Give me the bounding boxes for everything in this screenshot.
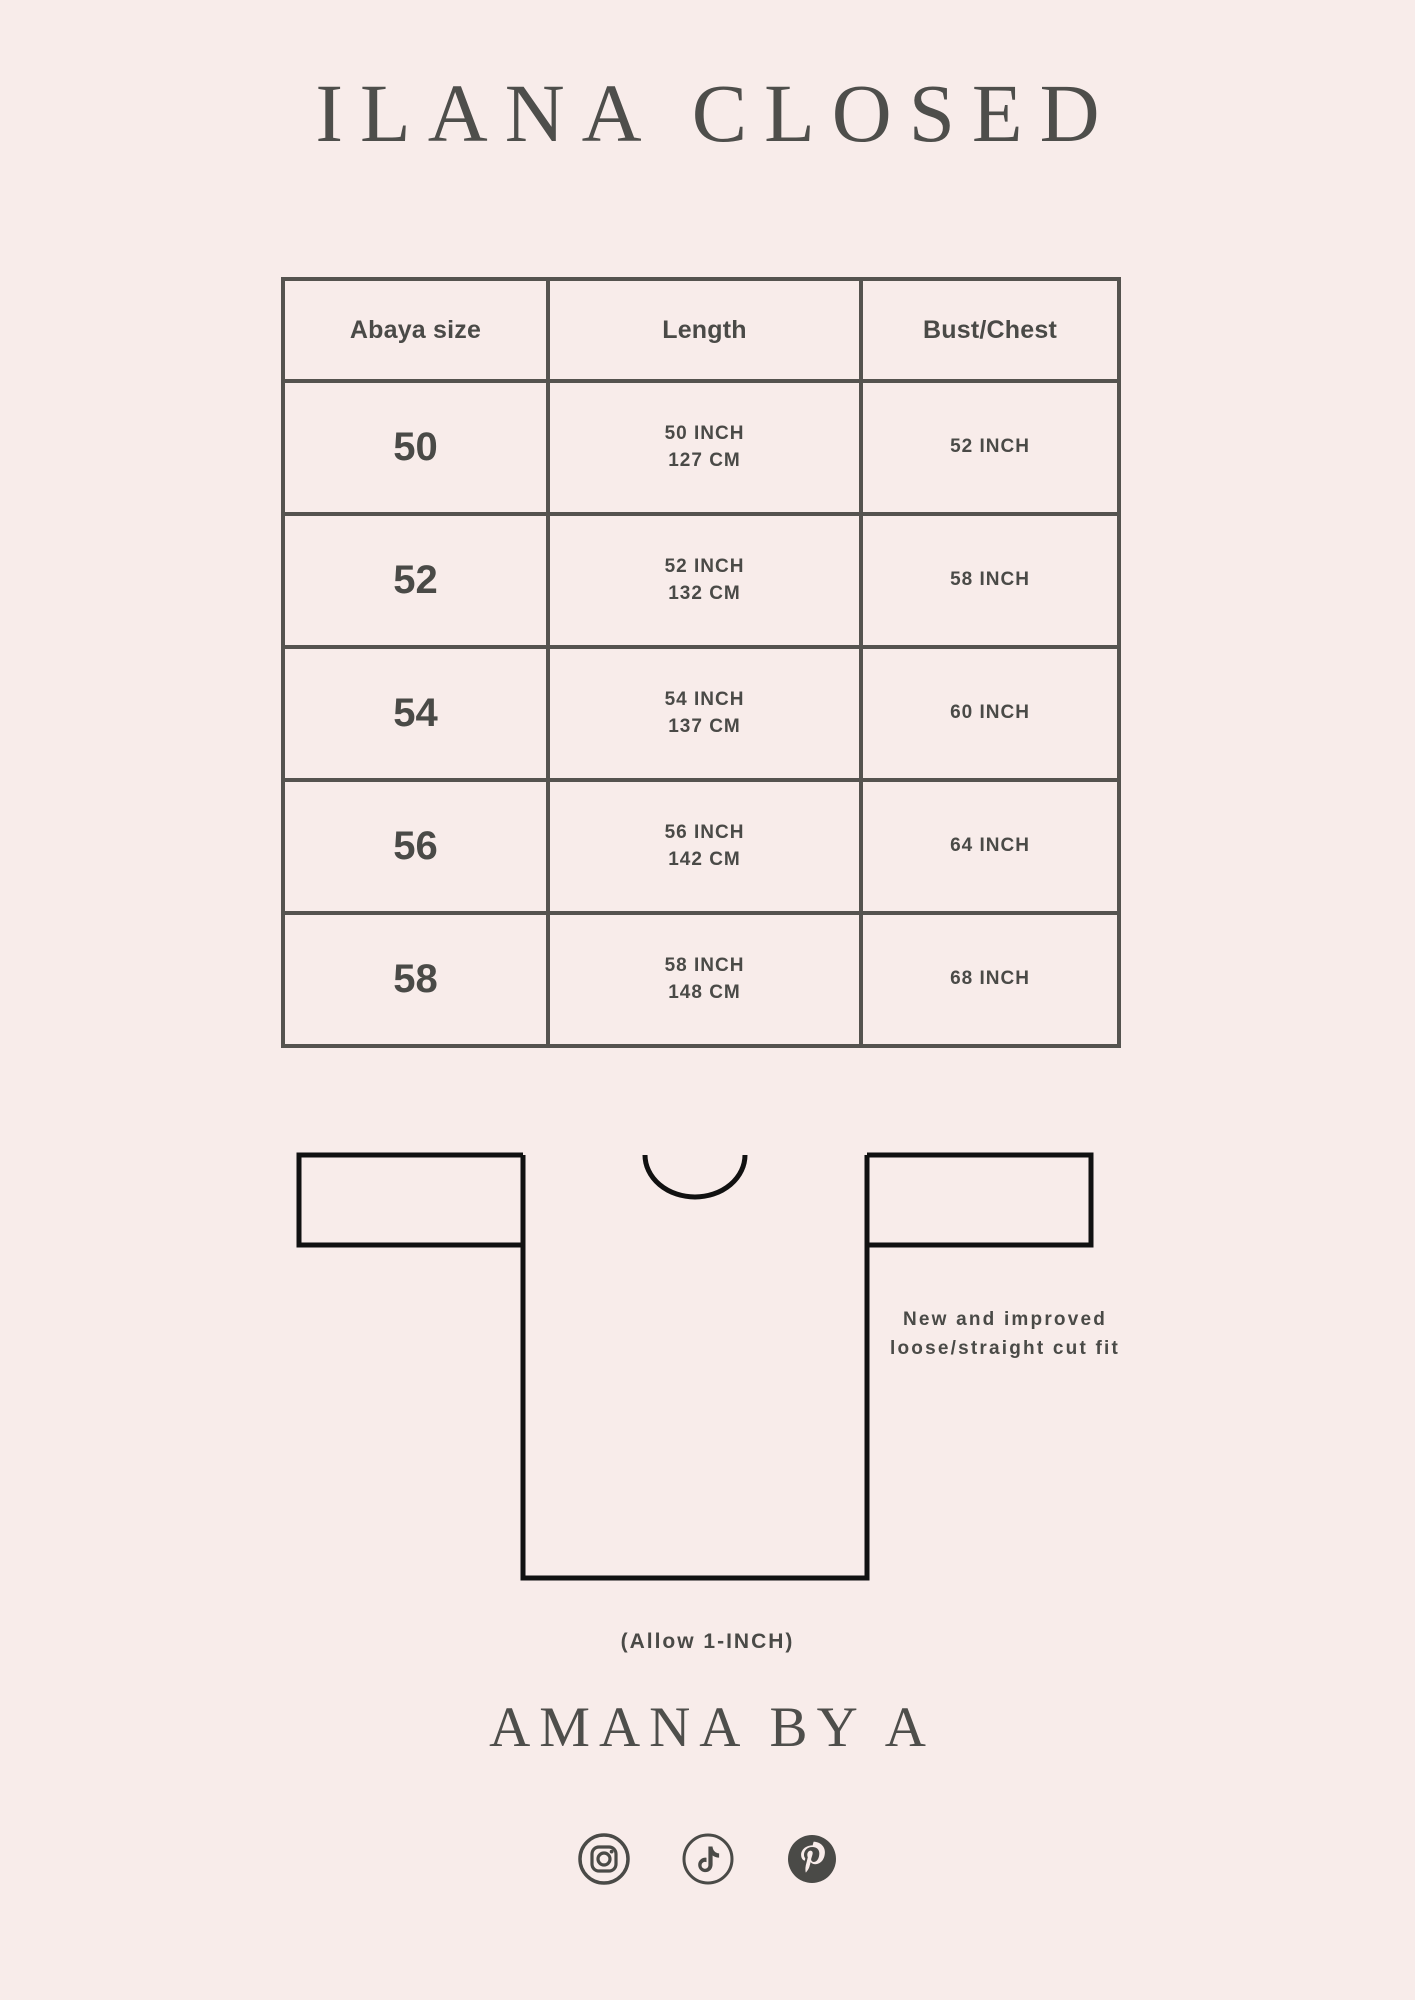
table-header-row [283, 279, 1119, 381]
cell-length: 50 INCH 127 CM [548, 381, 861, 514]
table-row [283, 381, 1119, 514]
cell-bust: 60 INCH [861, 647, 1119, 780]
cell-bust: 64 INCH [861, 780, 1119, 913]
cell-size: 56 [283, 780, 548, 913]
cell-size: 50 [283, 381, 548, 514]
page-title: ILANA CLOSED [315, 67, 1117, 159]
table-row [283, 514, 1119, 647]
table-row [283, 913, 1119, 1046]
abaya-garment-outline-icon [295, 1148, 1095, 1598]
cell-size: 58 [283, 913, 548, 1046]
instagram-icon[interactable] [578, 1833, 630, 1885]
cell-bust: 68 INCH [861, 913, 1119, 1046]
fit-note: New and improved loose/straight cut fit [890, 1309, 1120, 1360]
cell-length: 52 INCH 132 CM [548, 514, 861, 647]
social-links [0, 1833, 1415, 1885]
table-row [283, 780, 1119, 913]
cell-length: 54 INCH 137 CM [548, 647, 861, 780]
column-header-abaya-size: Abaya size [283, 279, 548, 381]
allowance-note: (Allow 1-INCH) [620, 1630, 795, 1653]
tiktok-icon[interactable] [682, 1833, 734, 1885]
garment-diagram [295, 1148, 1095, 1598]
cell-size: 52 [283, 514, 548, 647]
cell-length: 56 INCH 142 CM [548, 780, 861, 913]
cell-length: 58 INCH 148 CM [548, 913, 861, 1046]
size-table-container [281, 277, 1117, 1048]
cell-bust: 52 INCH [861, 381, 1119, 514]
pinterest-icon[interactable] [786, 1833, 838, 1885]
column-header-length: Length [548, 279, 861, 381]
size-table [281, 277, 1121, 1048]
cell-bust: 58 INCH [861, 514, 1119, 647]
cell-size: 54 [283, 647, 548, 780]
column-header-bust-chest: Bust/Chest [861, 279, 1119, 381]
table-row [283, 647, 1119, 780]
brand-name: AMANA BY A [489, 1696, 935, 1759]
